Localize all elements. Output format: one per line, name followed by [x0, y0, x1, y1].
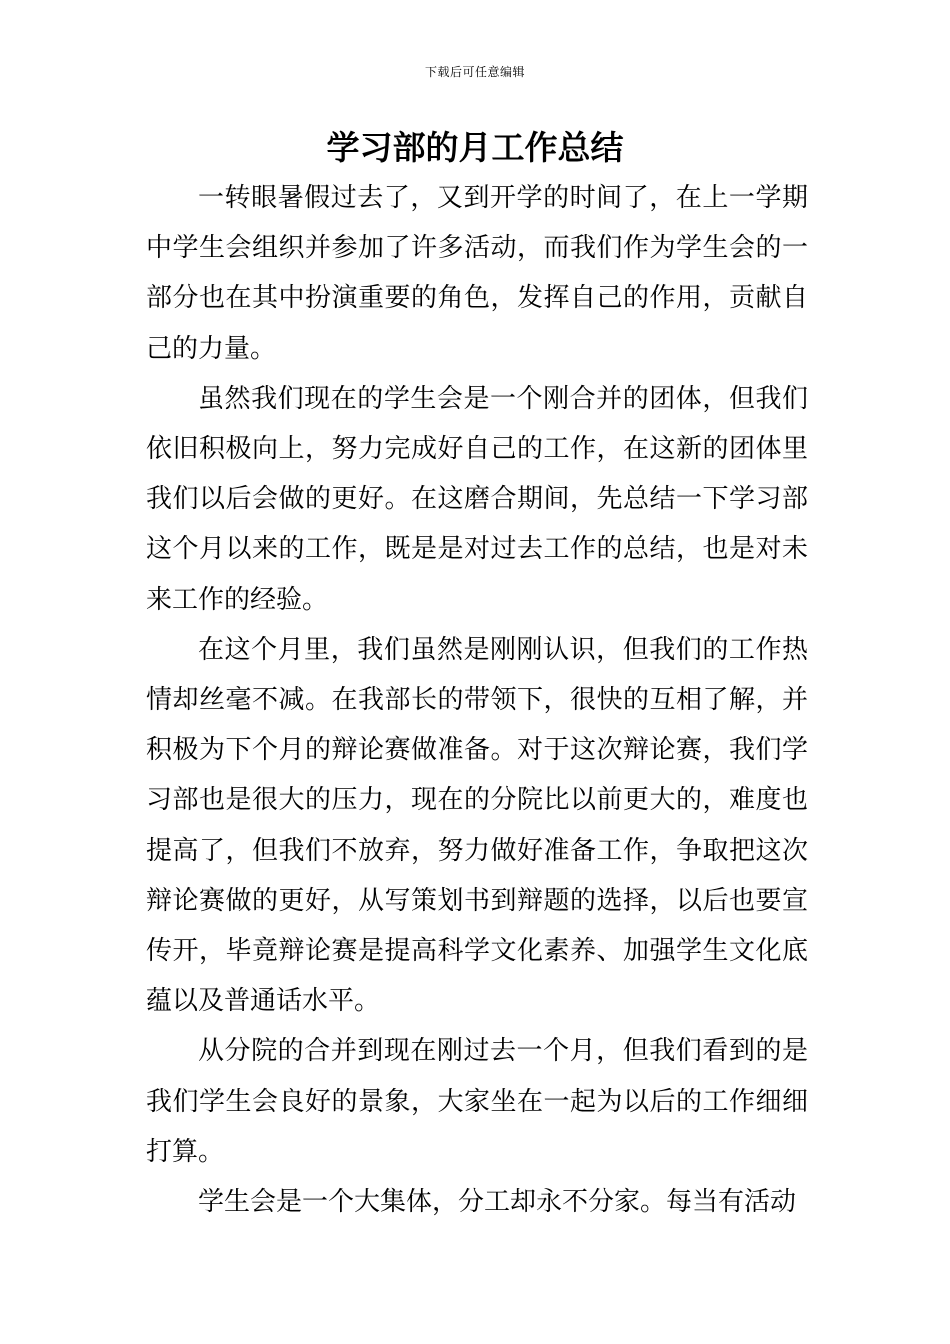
paragraph-2: 虽然我们现在的学生会是一个刚合并的团体，但我们依旧积极向上，努力完成好自己的工作，在这新的团体里我们以后会做的更好。在这磨合期间，先总结一下学习部这个月以来的工作，既是是对过去工作的总结，也是对未来工作的经验。	[146, 383, 808, 615]
document-title: 学习部的月工作总结	[326, 128, 624, 167]
paragraph-4: 从分院的合并到现在刚过去一个月，但我们看到的是我们学生会良好的景象，大家坐在一起为以后的工作细细打算。	[146, 1036, 808, 1167]
paragraph-5: 学生会是一个大集体，分工却永不分家。每当有活动	[198, 1187, 797, 1218]
paragraph-3: 在这个月里，我们虽然是刚刚认识，但我们的工作热情却丝毫不减。在我部长的带领下，很快的互相了解，并积极为下个月的辩论赛做准备。对于这次辩论赛，我们学习部也是很大的压力，现在的分院比以前更大的，难度也提高了，但我们不放弃，努力做好准备工作，争取把这次辩论赛做的更好，从写策划书到辩题的选择，以后也要宣传开，毕竟辩论赛是提高科学文化素养、加强学生文化底蕴以及普通话水平。	[146, 634, 808, 1017]
document-body	[146, 173, 808, 1227]
paragraph-1: 一转眼暑假过去了，又到开学的时间了，在上一学期中学生会组织并参加了许多活动，而我们作为学生会的一部分也在其中扮演重要的角色，发挥自己的作用，贡献自己的力量。	[146, 183, 808, 364]
header-note: 下载后可任意编辑	[424, 65, 525, 79]
